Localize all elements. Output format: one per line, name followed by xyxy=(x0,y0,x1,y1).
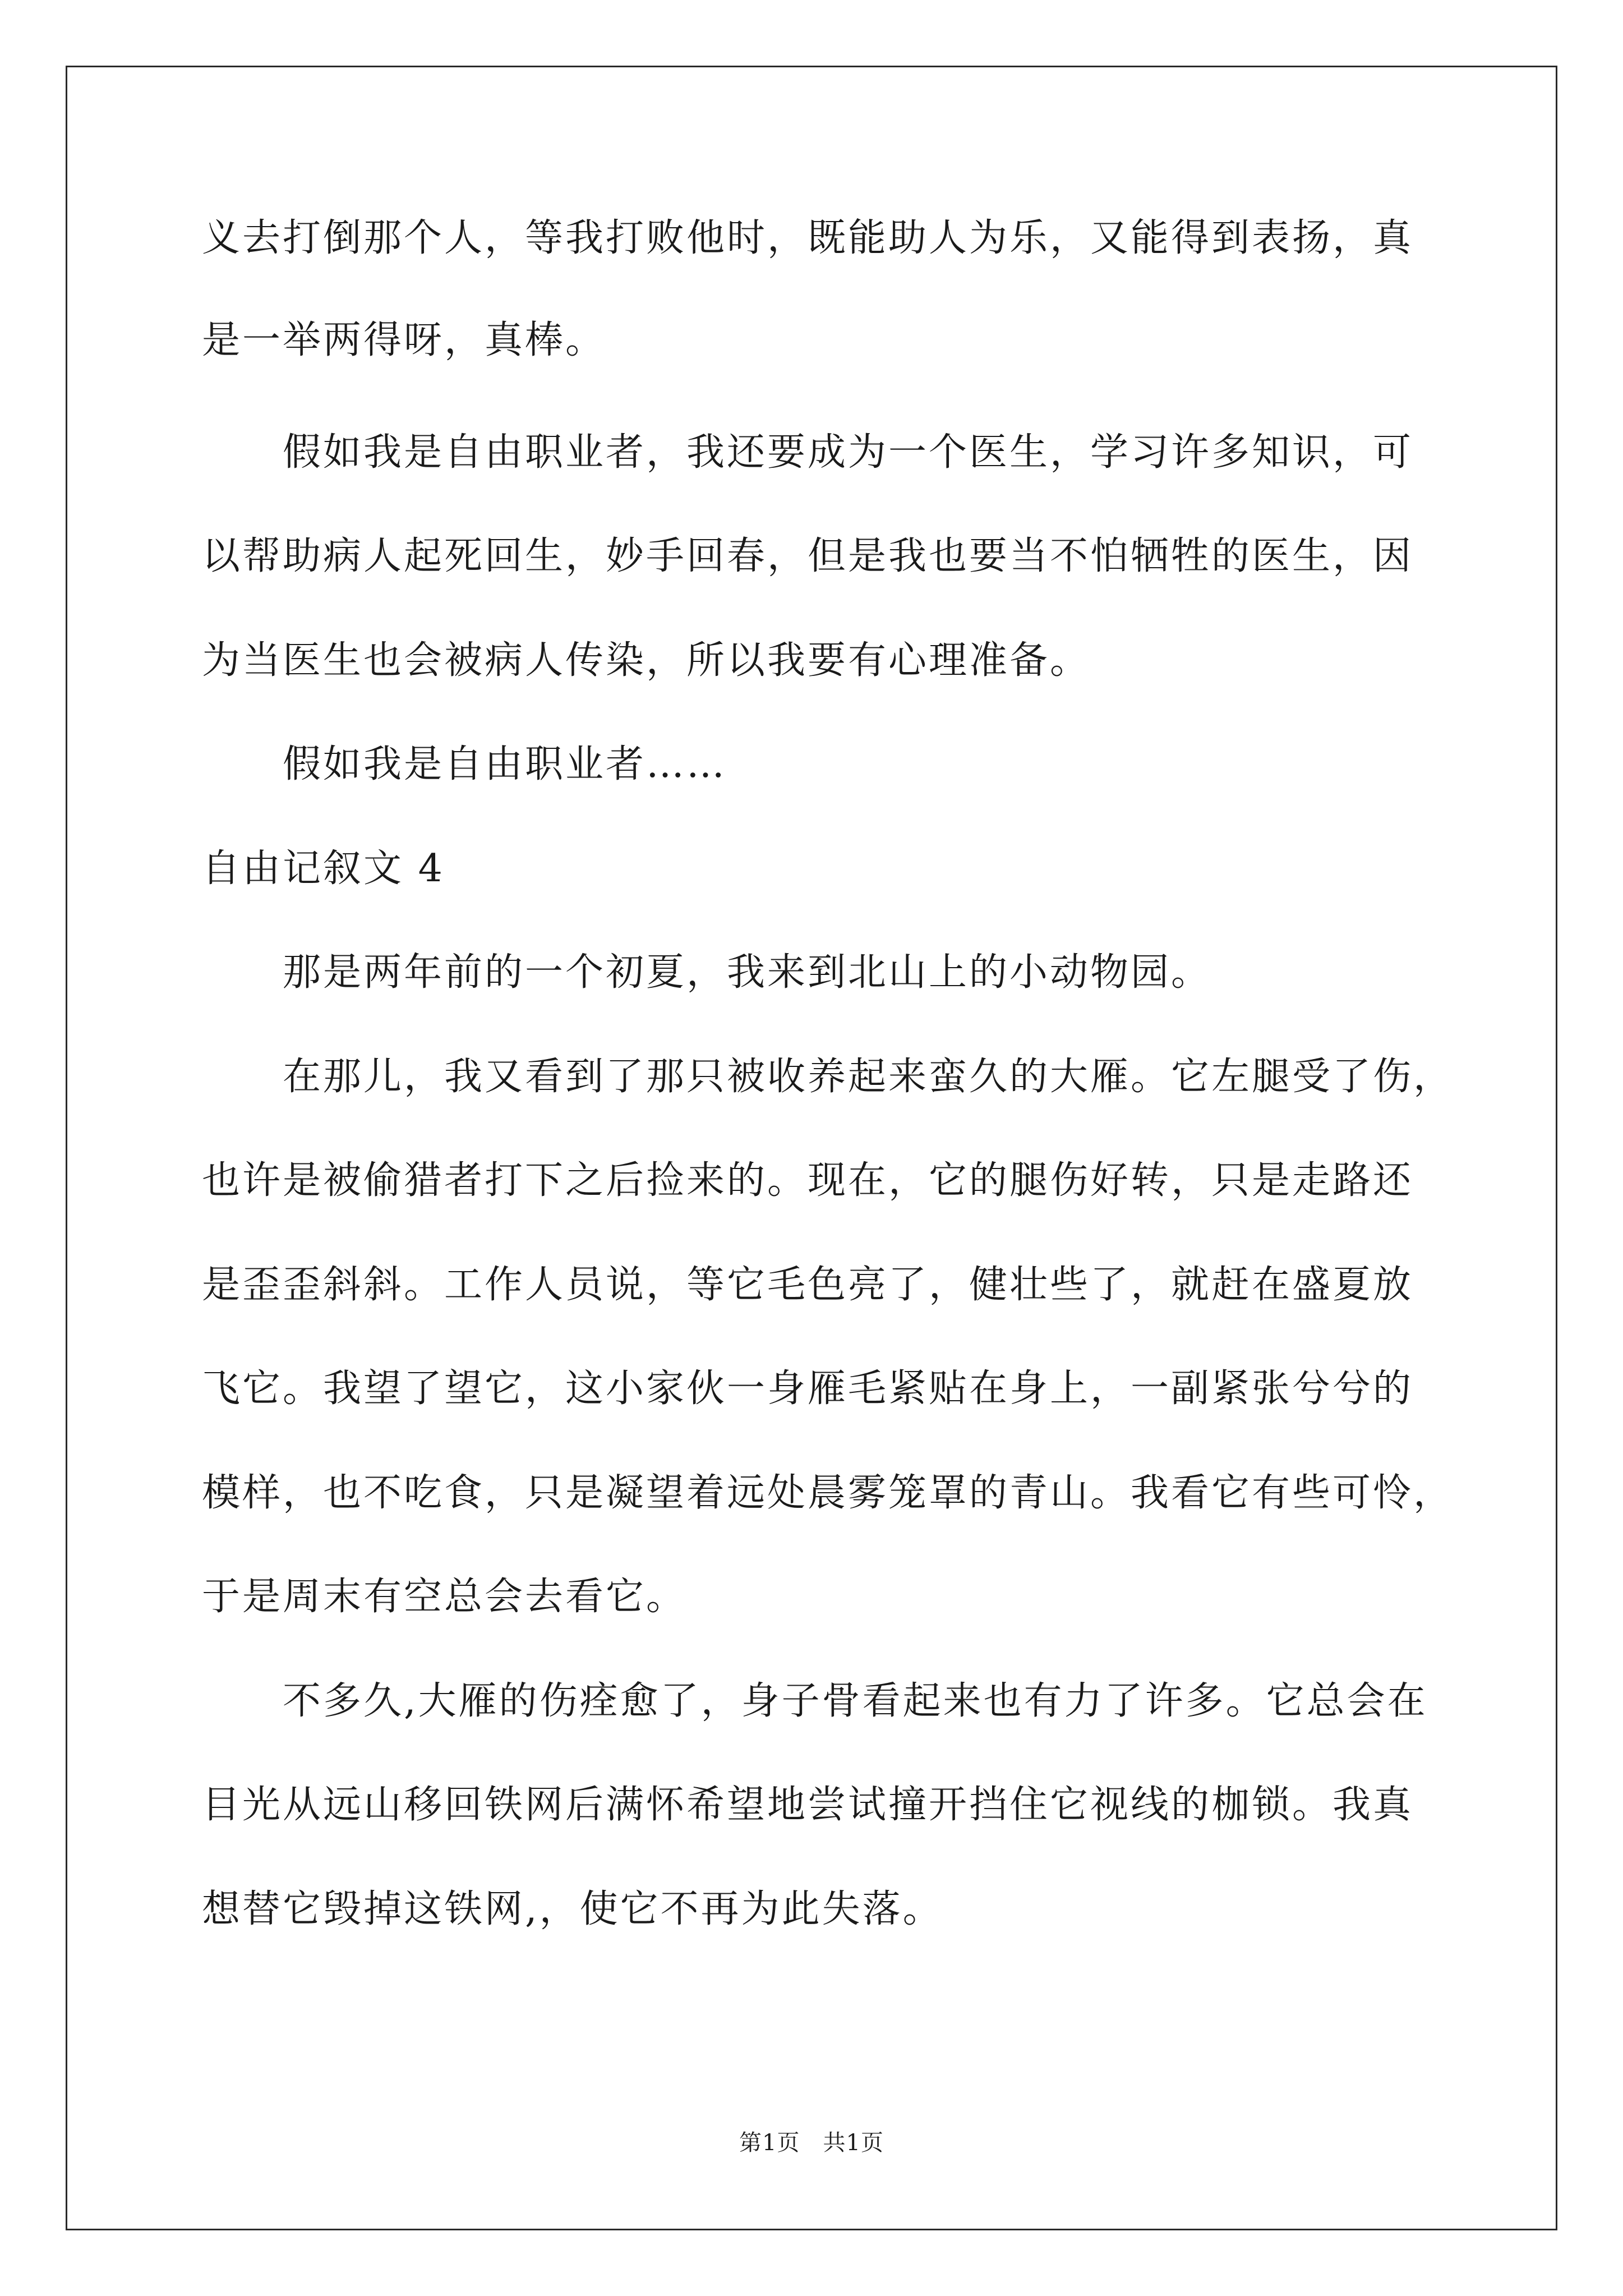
text-line: 目光从远山移回铁网后满怀希望地尝试撞开挡住它视线的枷锁。我真 xyxy=(202,1783,1414,1827)
text-line: 为当医生也会被病人传染，所以我要有心理准备。 xyxy=(202,638,1091,683)
text-line: 那是两年前的一个初夏，我来到北山上的小动物园。 xyxy=(202,950,1212,995)
text-line: 义去打倒那个人，等我打败他时，既能助人为乐，又能得到表扬，真 xyxy=(202,216,1414,260)
text-line: 不多久,大雁的伤痊愈了，身子骨看起来也有力了许多。它总会在 xyxy=(202,1679,1428,1723)
text-line: 假如我是自由职业者…… xyxy=(202,742,727,786)
text-line: 是歪歪斜斜。工作人员说，等它毛色亮了，健壮些了，就赶在盛夏放 xyxy=(202,1263,1414,1307)
text-line: 飞它。我望了望它，这小家伙一身雁毛紧贴在身上，一副紧张兮兮的 xyxy=(202,1366,1414,1411)
text-line: 也许是被偷猎者打下之后捡来的。现在，它的腿伤好转，只是走路还 xyxy=(202,1158,1414,1203)
text-line: 想替它毁掉这铁网,，使它不再为此失落。 xyxy=(202,1887,943,1931)
text-line: 在那儿，我又看到了那只被收养起来蛮久的大雁。它左腿受了伤， xyxy=(202,1055,1454,1099)
page-footer: 第1页 共1页 xyxy=(739,2130,884,2156)
text-line: 于是周末有空总会去看它。 xyxy=(202,1575,687,1619)
text-line: 是一举两得呀，真棒。 xyxy=(202,318,606,362)
text-line: 假如我是自由职业者，我还要成为一个医生，学习许多知识，可 xyxy=(202,430,1414,475)
text-line: 模样，也不吃食，只是凝望着远处晨雾笼罩的青山。我看它有些可怜， xyxy=(202,1471,1454,1515)
text-line: 以帮助病人起死回生，妙手回春，但是我也要当不怕牺牲的医生，因 xyxy=(202,534,1414,578)
section-heading: 自由记叙文 4 xyxy=(202,846,445,891)
